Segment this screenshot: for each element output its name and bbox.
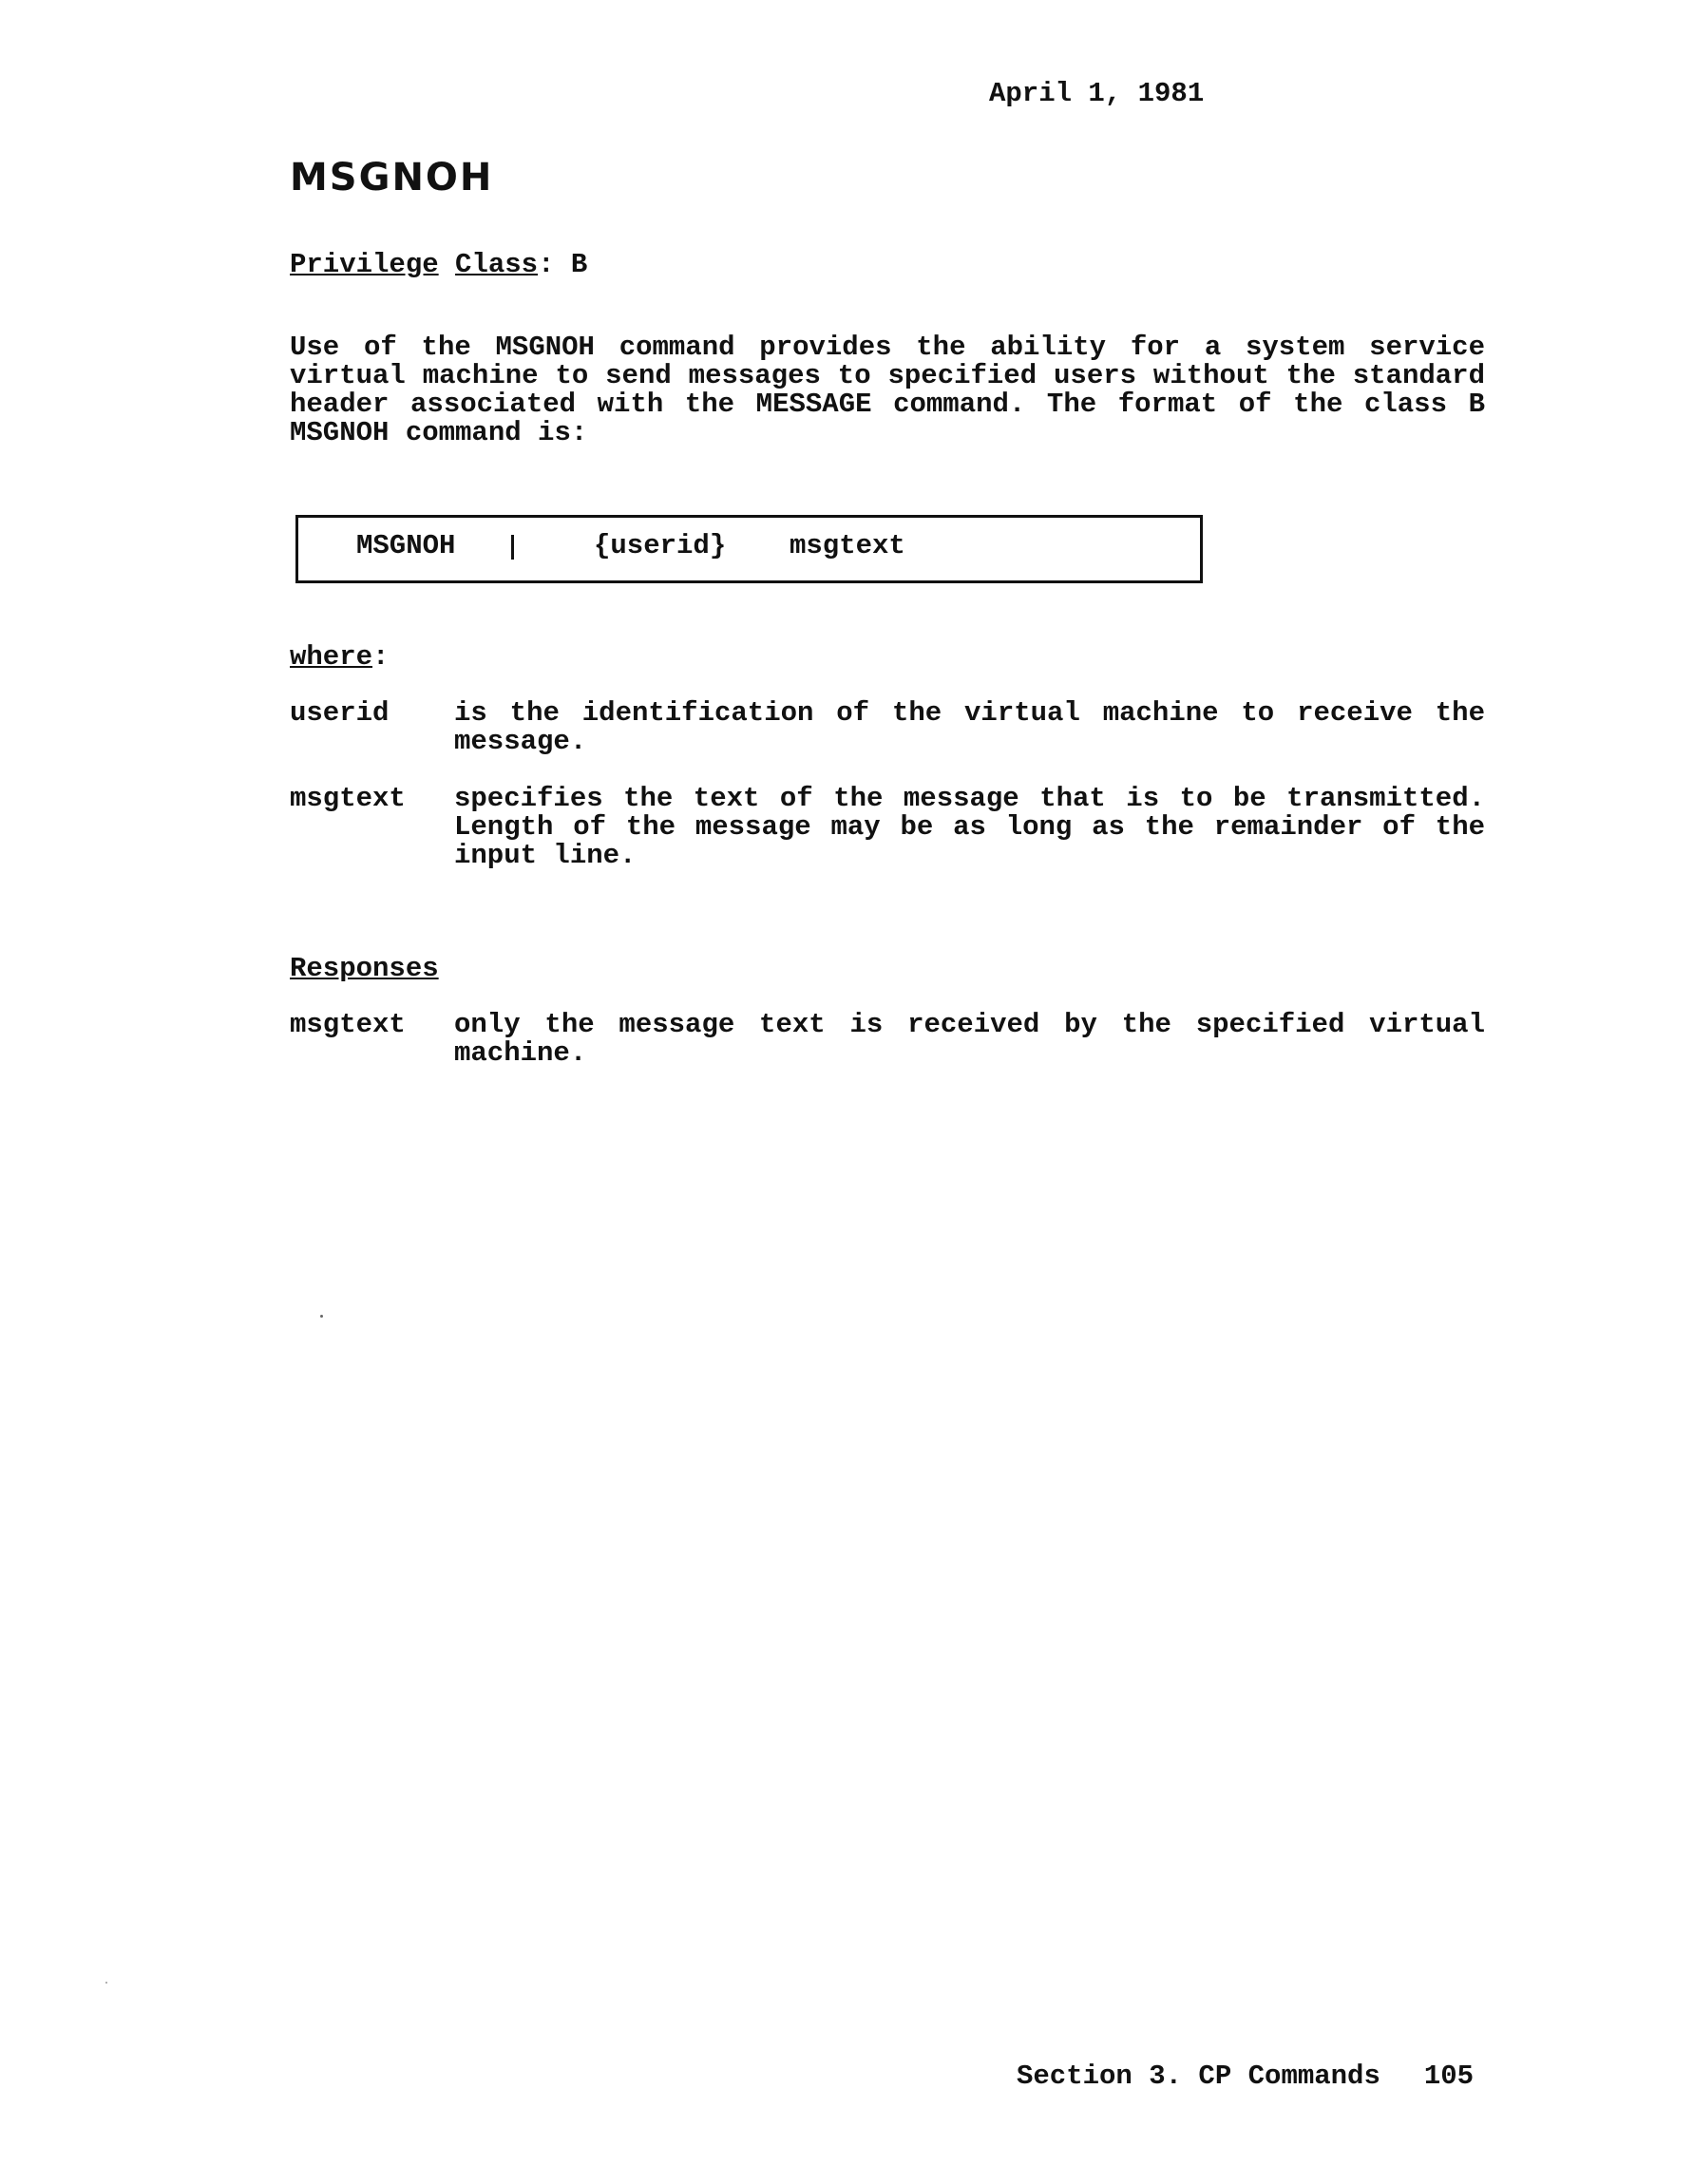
command-syntax-box bbox=[295, 515, 1203, 583]
syntax-operand-msgtext: msgtext bbox=[790, 530, 905, 561]
param-desc-line: input line. bbox=[454, 840, 637, 871]
privilege-label-word1: Privilege bbox=[290, 249, 439, 280]
page-title: MSGNOH bbox=[290, 156, 494, 199]
intro-line: header associated with the MESSAGE command. The format of the class B bbox=[290, 389, 1485, 420]
page-date: April 1, 1981 bbox=[989, 78, 1205, 109]
response-desc-line: machine. bbox=[454, 1037, 587, 1069]
response-desc-line: only the message text is received by the specified virtual bbox=[454, 1009, 1485, 1040]
intro-paragraph bbox=[290, 333, 1485, 447]
param-desc-line: message. bbox=[454, 726, 587, 757]
where-label: where bbox=[290, 641, 373, 673]
privilege-class-value: B bbox=[570, 249, 588, 280]
footer-page-number: 105 bbox=[1423, 2061, 1475, 2092]
scan-speck bbox=[320, 1315, 323, 1318]
privilege-label-colon: : bbox=[538, 249, 555, 280]
intro-line: MSGNOH command is: bbox=[290, 417, 588, 448]
param-name-userid: userid bbox=[290, 697, 390, 729]
param-name-msgtext: msgtext bbox=[290, 783, 406, 814]
page-footer bbox=[1017, 2062, 1474, 2091]
response-desc-msgtext bbox=[454, 1011, 1485, 1068]
syntax-operand-userid: {userid} bbox=[594, 530, 727, 561]
intro-line: virtual machine to send messages to specified users without the standard bbox=[290, 360, 1485, 391]
syntax-command: MSGNOH bbox=[356, 530, 456, 561]
responses-heading: Responses bbox=[290, 953, 439, 984]
param-desc-msgtext bbox=[454, 785, 1485, 870]
param-desc-userid bbox=[454, 699, 1485, 756]
syntax-divider bbox=[511, 535, 514, 560]
footer-section: Section 3. CP Commands bbox=[1017, 2061, 1380, 2092]
response-name-msgtext: msgtext bbox=[290, 1009, 406, 1040]
scan-speck bbox=[105, 1982, 107, 1984]
intro-line: Use of the MSGNOH command provides the ability for a system service bbox=[290, 332, 1485, 363]
param-desc-line: Length of the message may be as long as the remainder of the bbox=[454, 811, 1485, 843]
privilege-label-word2: Class bbox=[455, 249, 539, 280]
param-desc-line: is the identification of the virtual machine to receive the bbox=[454, 697, 1485, 729]
where-heading bbox=[290, 643, 389, 672]
param-desc-line: specifies the text of the message that is to be transmitted. bbox=[454, 783, 1485, 814]
privilege-class-line bbox=[290, 251, 587, 279]
where-colon: : bbox=[372, 641, 390, 673]
